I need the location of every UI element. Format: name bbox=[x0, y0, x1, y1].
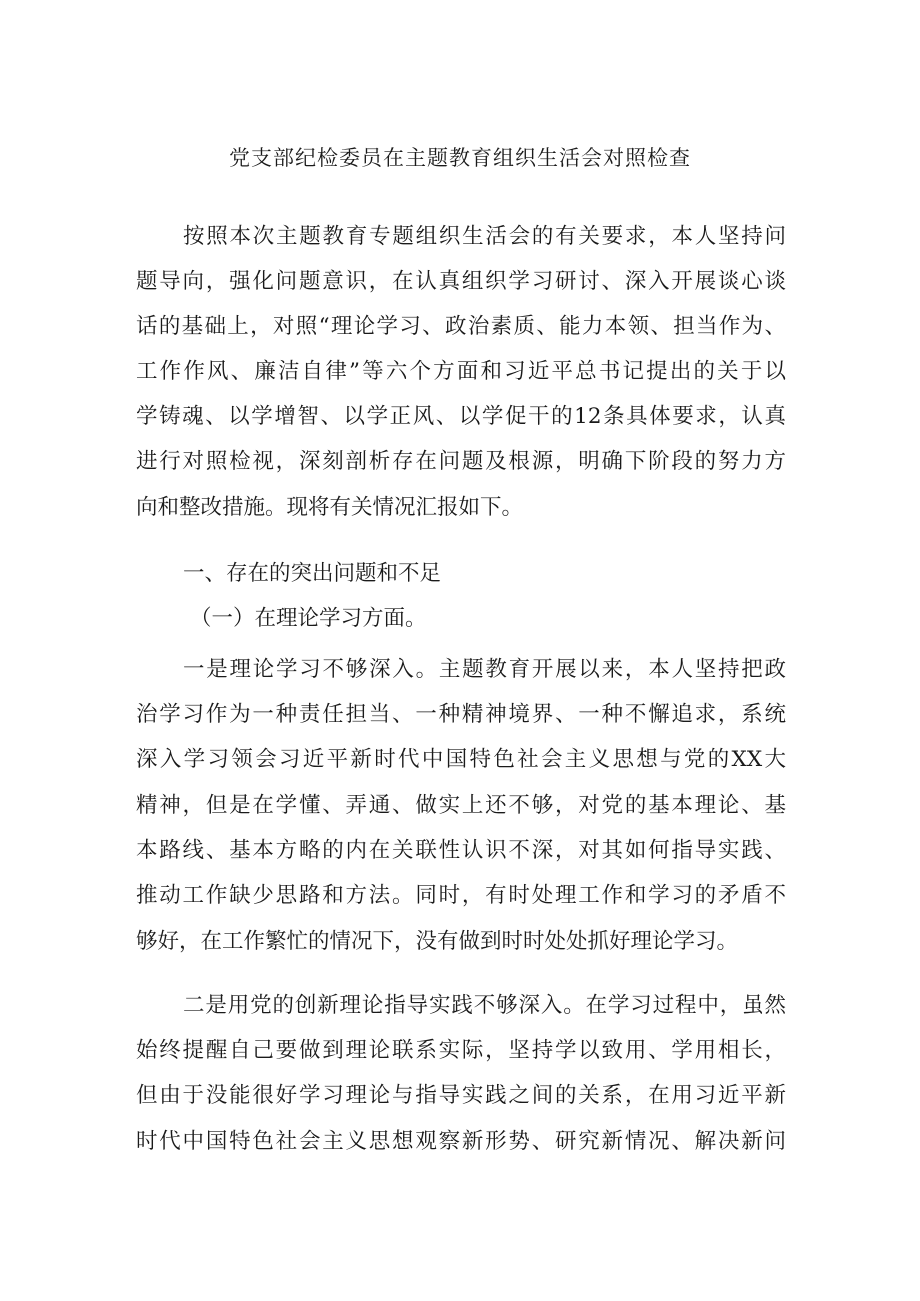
intro-line: 话的基础上，对照“理论学习、政治素质、能力本领、担当作为、 bbox=[136, 314, 786, 339]
section-heading: 一、存在的突出问题和不足 bbox=[183, 561, 442, 586]
subsection-heading: （一）在理论学习方面。 bbox=[190, 606, 427, 631]
paragraph-line: 时代中国特色社会主义思想观察新形势、研究新情况、解决新问 bbox=[136, 1129, 786, 1154]
paragraph-line: 推动工作缺少思路和方法。同时，有时处理工作和学习的矛盾不 bbox=[136, 883, 786, 908]
document-title: 党支部纪检委员在主题教育组织生活会对照检查 bbox=[229, 146, 691, 170]
paragraph-line: 治学习作为一种责任担当、一种精神境界、一种不懈追求，系统 bbox=[136, 702, 786, 727]
intro-line: 学铸魂、以学增智、以学正风、以学促干的12条具体要求，认真 bbox=[136, 404, 786, 429]
intro-line: 向和整改措施。现将有关情况汇报如下。 bbox=[136, 495, 524, 520]
paragraph-line: 精神，但是在学懂、弄通、做实上还不够，对党的基本理论、基 bbox=[136, 793, 786, 818]
paragraph-line: 但由于没能很好学习理论与指导实践之间的关系，在用习近平新 bbox=[136, 1083, 786, 1108]
paragraph-line: 一是理论学习不够深入。主题教育开展以来，本人坚持把政 bbox=[183, 657, 786, 682]
paragraph-line: 本路线、基本方略的内在关联性认识不深，对其如何指导实践、 bbox=[136, 838, 786, 863]
paragraph-line: 深入学习领会习近平新时代中国特色社会主义思想与党的XX大 bbox=[136, 747, 786, 772]
paragraph-line: 始终提醒自己要做到理论联系实际，坚持学以致用、学用相长， bbox=[136, 1038, 786, 1063]
intro-line: 工作作风、廉洁自律”等六个方面和习近平总书记提出的关于以 bbox=[136, 359, 786, 384]
paragraph-line: 二是用党的创新理论指导实践不够深入。在学习过程中，虽然 bbox=[183, 993, 786, 1018]
intro-line: 进行对照检视，深刻剖析存在问题及根源，明确下阶段的努力方 bbox=[136, 449, 786, 474]
intro-line: 按照本次主题教育专题组织生活会的有关要求，本人坚持问 bbox=[183, 224, 786, 249]
intro-line: 题导向，强化问题意识，在认真组织学习研讨、深入开展谈心谈 bbox=[136, 269, 786, 294]
paragraph-line: 够好，在工作繁忙的情况下，没有做到时时处处抓好理论学习。 bbox=[136, 929, 739, 954]
